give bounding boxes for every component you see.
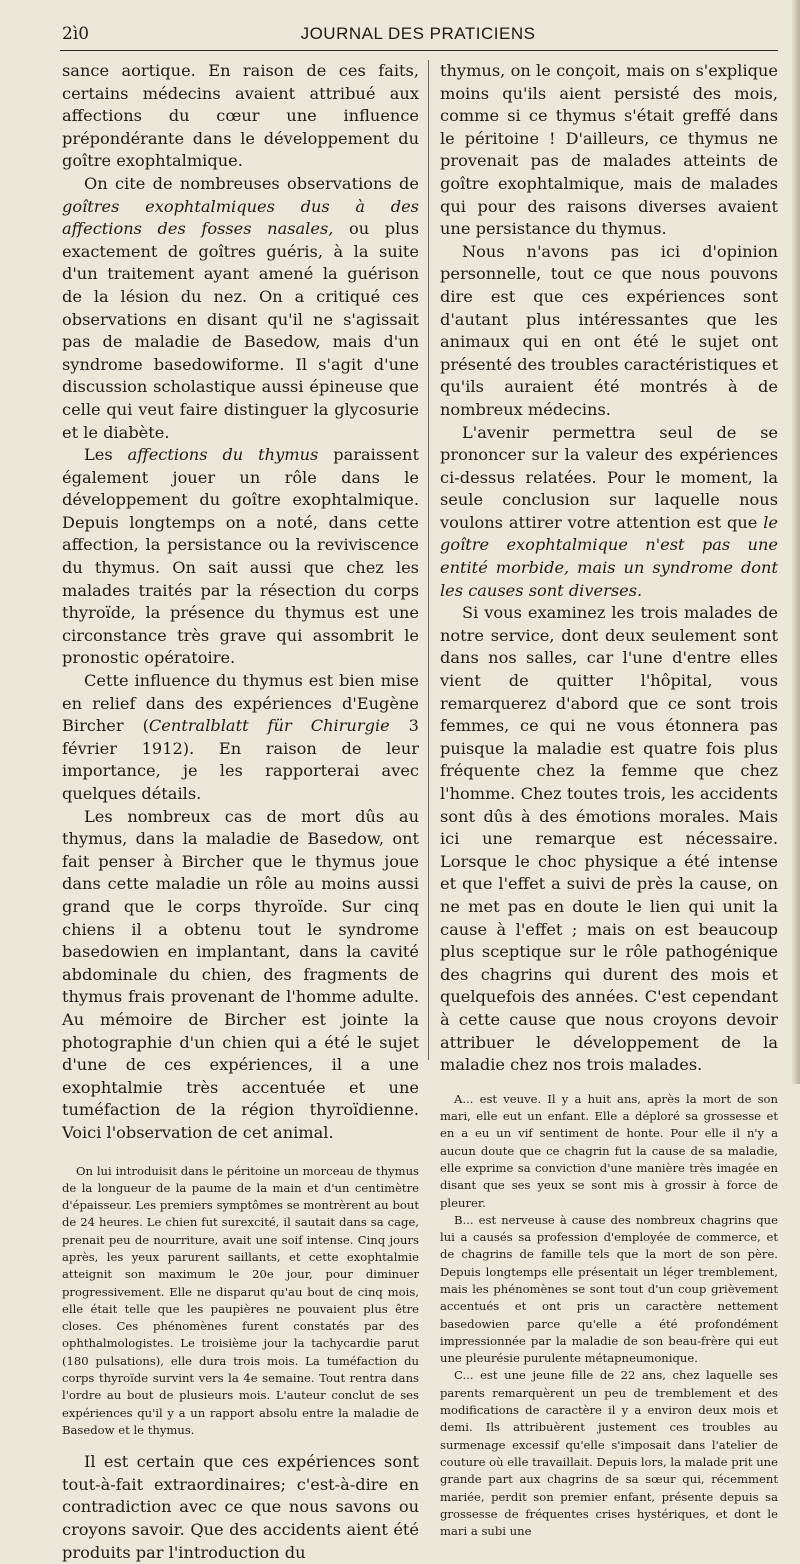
- right-column: [440, 60, 778, 1540]
- left-body-text: [62, 60, 419, 1145]
- observation-text: On lui introduisit dans le péritoine un morceau de thymus de la longueur de la paume de la main et d'un centimètre d'épaisseur. Les premiers symptômes se montrèrent au bout de 24 heures. Le chien fut surexcité, il sautait dans sa cage, prenait peu de nourriture, avait une soif intense. Cinq jours après, les yeux parurent saillants, et cette exophtalmie atteignit son maximum le 20e jour, pour diminuer progressivement. Elle ne disparut qu'au bout de cinq mois, elle était telle que les paupières ne pouvaient plus être closes. Ces phénomènes furent constatés par des ophthalmologistes. Le troisième jour la tachycardie parut (180 pulsations), elle dura trois mois. La tuméfaction du corps thyroïde survint vers la 4e semaine. Tout rentra dans l'ordre au bout de plusieurs mois. L'auteur conclut de ses expériences qu'il y a un rapport absolu entre la maladie de Basedow et le thymus.: [62, 1163, 419, 1437]
- header-rule: [60, 50, 778, 51]
- observation-block: [62, 1163, 419, 1440]
- column-divider: [428, 60, 429, 1060]
- page-header: [60, 20, 776, 48]
- paragraph: L'avenir permettra seul de se prononcer sur la valeur des expériences ci-dessus relatées. Pour le moment, la seule conclusion sur laquelle nous voulons attirer votre attention est que le goître exophtalmique n'est pas une entité morbide, mais un syndrome dont les causes sont diverses.: [440, 422, 778, 600]
- italic-phrase: affections du thymus: [127, 445, 319, 465]
- paragraph: Cette influence du thymus est bien mise en relief dans des expériences d'Eugène Bircher (Centralblatt für Chirurgie 3 février 1912). En raison de leur importance, je les rapporterai avec quelques détails.: [62, 671, 419, 803]
- journal-title: JOURNAL DES PRATICIENS: [300, 24, 536, 43]
- italic-citation: Centralblatt für Chirurgie: [148, 716, 390, 736]
- paragraph: Les nombreux cas de mort dûs au thymus, dans la maladie de Basedow, ont fait penser à Bircher que le thymus joue dans cette maladie un rôle au moins aussi grand que le corps thyroïde. Sur cinq chiens il a obtenu tout le syndrome basedowien en implantant, dans la cavité abdominale du chien, des fragments de thymus frais provenant de l'homme adulte. Au mémoire de Bircher est jointe la photographie d'un chien qui a été le sujet d'une de ces expériences, il a une exophtalmie très accentuée et une tuméfaction de la région thyroïdienne. Voici l'observation de cet animal.: [62, 806, 419, 1142]
- case-report: B... est nerveuse à cause des nombreux chagrins que lui a causés sa profession d'employée de commerce, et de chagrins de famille tels que la mort de son père. Depuis longtemps elle présentait un léger tremblement, mais les phénomènes se sont tout d'un coup grièvement accentués et ont pris un caractère nettement basedowien parce qu'elle a été profondément impressionnée par la maladie de son beau-frère qui eut une pleurésie purulente métapneumonique.: [440, 1212, 778, 1366]
- case-reports: [440, 1091, 778, 1541]
- paragraph: Il est certain que ces expériences sont tout-à-fait extraordinaires; c'est-à-dire en contradiction avec ce que nous savons ou croyons savoir. Que des accidents aient été produits par l'introduction du: [62, 1452, 419, 1562]
- paragraph: Si vous examinez les trois malades de notre service, dont deux seulement sont dans nos salles, car l'une d'entre elles vient de quitter l'hôpital, vous remarquerez d'abord que ce sont trois femmes, ce qui ne vous étonnera pas puisque la maladie est quatre fois plus fréquente chez la femme que chez l'homme. Chez toutes trois, les accidents sont dûs à des émotions morales. Mais ici une remarque est nécessaire. Lorsque le choc physique a été intense et que l'effet a suivi de près la cause, on ne met pas en doute le lien qui unit la cause à l'effet ; mais on est beaucoup plus sceptique sur le rôle pathogénique des chagrins qui durent des mois et quelquefois des années. C'est cependant à cette cause que nous croyons devoir attribuer le développement de la maladie chez nos trois malades.: [440, 603, 778, 1075]
- page-number: 2ì0: [62, 24, 90, 44]
- italic-phrase: goîtres exophtalmiques dus à des affections des fosses nasales,: [62, 196, 419, 239]
- paragraph: Nous n'avons pas ici d'opinion personnelle, tout ce que nous pouvons dire est que ces expériences sont d'autant plus intéressantes que les animaux qui en ont été le sujet ont présenté des troubles caractéristiques et qu'ils auraient été montrés à de nombreux médecins.: [440, 241, 778, 419]
- left-column: [62, 60, 419, 1564]
- paragraph: sance aortique. En raison de ces faits, certains médecins avaient attribué aux affections du cœur une influence prépondérante dans le développement du goître exophtalmique.: [62, 61, 419, 171]
- italic-conclusion: le goître exophtalmique n'est pas une entité morbide, mais un syndrome dont les causes sont diverses.: [440, 512, 778, 600]
- right-body-text: [440, 60, 778, 1077]
- case-report: A... est veuve. Il y a huit ans, après la mort de son mari, elle eut un enfant. Elle a déploré sa grossesse et en a eu un vif sentiment de honte. Pour elle il n'y a aucun doute que ce chagrin fut la cause de sa maladie, elle exprime sa conviction d'une manière très imagée en disant que ses yeux se sont mis à grossir à force de pleurer.: [440, 1091, 778, 1210]
- paragraph: thymus, on le conçoit, mais on s'explique moins qu'ils aient persisté des mois, comme si ce thymus s'était greffé dans le péritoine ! D'ailleurs, ce thymus ne provenait pas de malades atteints de goître exophtalmique, mais de malades qui pour des raisons diverses avaient une persistance du thymus.: [440, 61, 778, 239]
- page-edge-shadow: [792, 0, 800, 1084]
- case-report: C... est une jeune fille de 22 ans, chez laquelle ses parents remarquèrent un peu de tremblement et des modifications de caractère il y a environ deux mois et demi. Ils attribuèrent justement ces troubles au surmenage excessif qu'elle s'imposait dans l'atelier de couture où elle travaillait. Depuis lors, la malade prit une grande part aux chagrins de sa sœur qui, récemment mariée, perdit son premier enfant, présente depuis sa grossesse de fréquentes crises hystériques, et dont le mari a subi une: [440, 1368, 779, 1539]
- left-closing-text: [62, 1451, 419, 1564]
- paragraph: On cite de nombreuses observations de goîtres exophtalmiques dus à des affections des fosses nasales, ou plus exactement de goîtres guéris, à la suite d'un traitement ayant amené la guérison de la lésion du nez. On a critiqué ces observations en disant qu'il ne s'agissait pas de maladie de Basedow, mais d'un syndrome basedowiforme. Il s'agit d'une discussion scholastique aussi épineuse que celle qui veut faire distinguer la glycosurie et le diabète.: [62, 173, 420, 442]
- paragraph: Les affections du thymus paraissent également jouer un rôle dans le développement du goître exophtalmique. Depuis longtemps on a noté, dans cette affection, la persistance ou la reviviscence du thymus. On sait aussi que chez les malades traités par la résection du corps thyroïde, la présence du thymus est une circonstance très grave qui assombrit le pronostic opératoire.: [62, 445, 419, 668]
